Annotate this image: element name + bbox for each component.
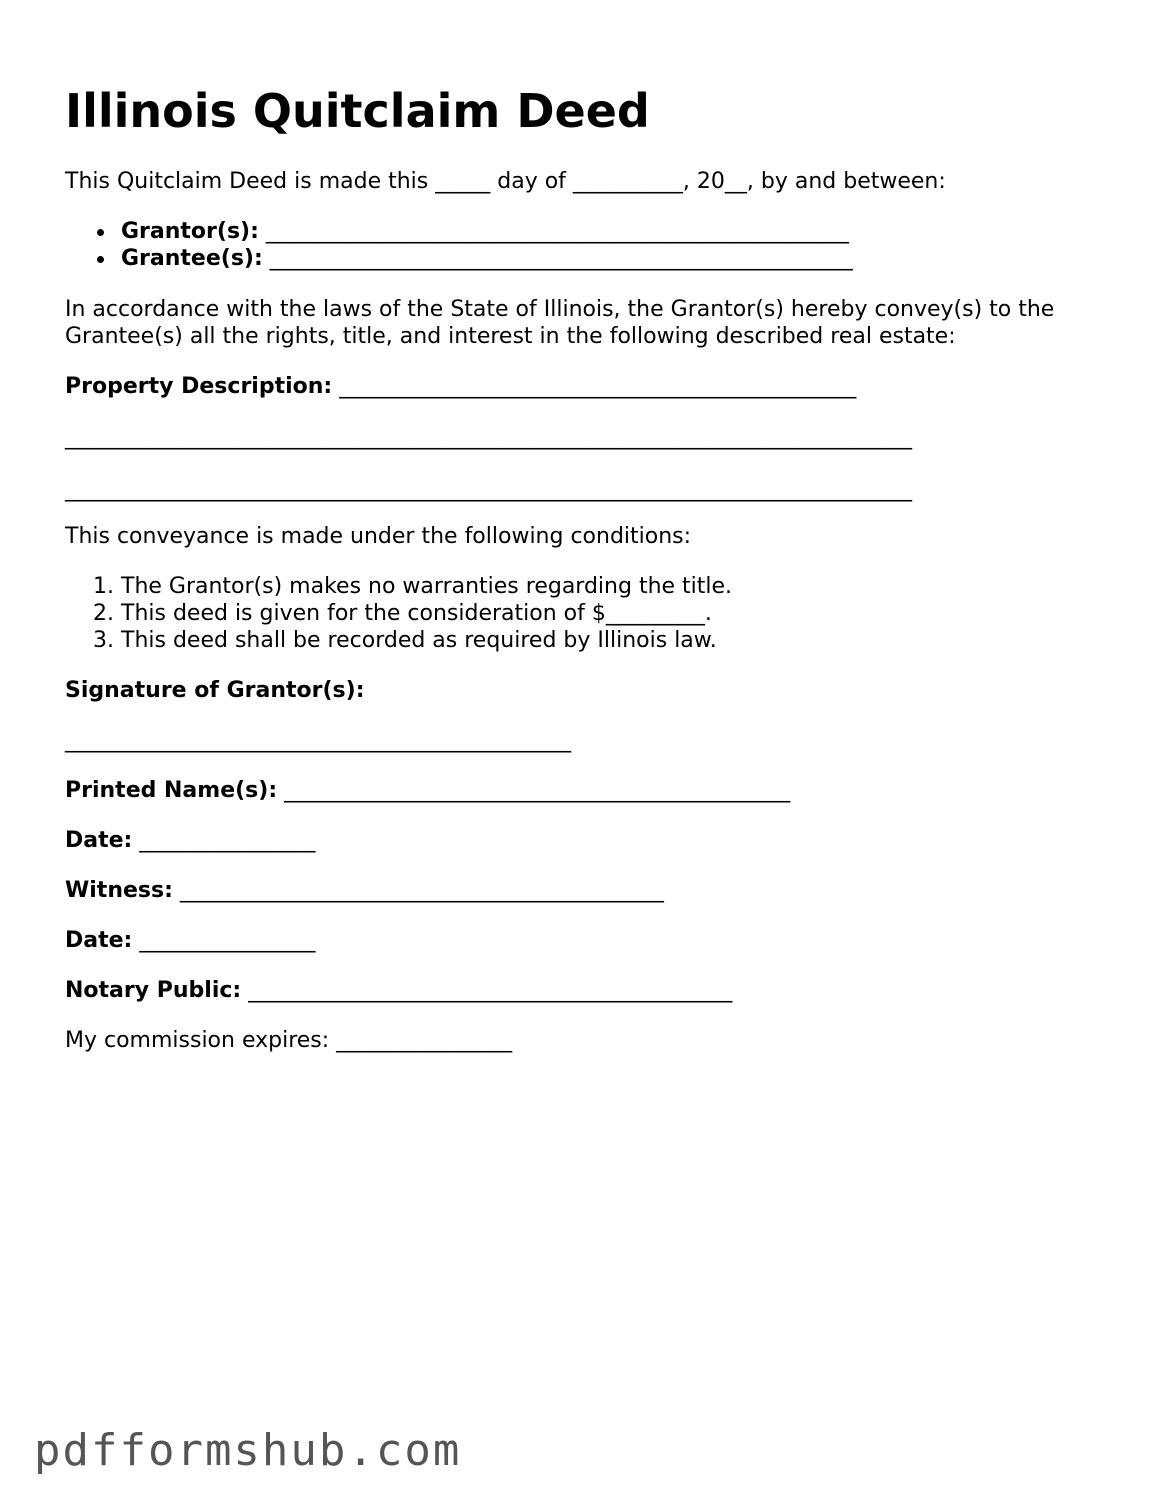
intro-line: This Quitclaim Deed is made this _____ day of __________, 20__, by and between: xyxy=(65,169,946,194)
property-description-line xyxy=(65,373,856,400)
list-item xyxy=(65,245,853,272)
witness-line xyxy=(65,877,664,904)
conditions-list xyxy=(65,573,732,654)
list-item xyxy=(65,600,732,627)
commission-line xyxy=(65,1027,512,1054)
condition-text: This deed is given for the consideration of $_________. xyxy=(121,601,712,626)
grantor-blank[interactable]: _____________________________________________________ xyxy=(265,219,849,244)
property-description-extra-line-1[interactable]: _____________________________________________________________________________ xyxy=(65,425,912,450)
notary-label: Notary Public: xyxy=(65,978,242,1003)
date-label: Date: xyxy=(65,928,133,953)
grantee-label: Grantee(s): xyxy=(121,246,263,271)
printed-name-label: Printed Name(s): xyxy=(65,778,278,803)
signature-label: Signature of Grantor(s): xyxy=(65,678,365,703)
list-item xyxy=(65,218,853,245)
condition-number: 2. xyxy=(93,601,114,626)
watermark: pdfformshub.com xyxy=(34,1425,462,1476)
date-blank[interactable]: ________________ xyxy=(139,928,316,953)
notary-blank[interactable]: ____________________________________________ xyxy=(248,978,733,1003)
date-blank[interactable]: ________________ xyxy=(139,828,316,853)
grantor-label: Grantor(s): xyxy=(121,219,259,244)
bullet-icon xyxy=(97,256,104,263)
commission-blank[interactable]: ________________ xyxy=(336,1028,513,1053)
document-title: Illinois Quitclaim Deed xyxy=(65,84,650,138)
condition-number: 1. xyxy=(93,574,114,599)
date-line-2 xyxy=(65,927,315,954)
conditions-intro: This conveyance is made under the following conditions: xyxy=(65,524,692,549)
grantee-blank[interactable]: _____________________________________________________ xyxy=(269,246,853,271)
date-label: Date: xyxy=(65,828,133,853)
date-line-1 xyxy=(65,827,315,854)
condition-text: This deed shall be recorded as required by Illinois law. xyxy=(121,628,717,653)
bullet-icon xyxy=(97,229,104,236)
signature-blank[interactable]: ______________________________________________ xyxy=(65,728,571,753)
parties-list xyxy=(65,218,853,272)
property-description-label: Property Description: xyxy=(65,374,333,399)
property-description-extra-line-2[interactable]: _____________________________________________________________________________ xyxy=(65,477,912,502)
notary-line xyxy=(65,977,732,1004)
condition-text: The Grantor(s) makes no warranties regarding the title. xyxy=(121,574,733,599)
property-description-blank[interactable]: _______________________________________________ xyxy=(339,374,857,399)
witness-blank[interactable]: ____________________________________________ xyxy=(179,878,664,903)
printed-name-blank[interactable]: ______________________________________________ xyxy=(284,778,791,803)
witness-label: Witness: xyxy=(65,878,173,903)
printed-name-line xyxy=(65,777,790,804)
accordance-paragraph: In accordance with the laws of the State of Illinois, the Grantor(s) hereby convey(s) to the Grantee(s) all the rights, title, and interest in the following described real estate: xyxy=(65,297,1055,349)
list-item xyxy=(65,573,732,600)
condition-number: 3. xyxy=(93,628,114,653)
commission-label: My commission expires: xyxy=(65,1028,330,1053)
list-item xyxy=(65,627,732,654)
